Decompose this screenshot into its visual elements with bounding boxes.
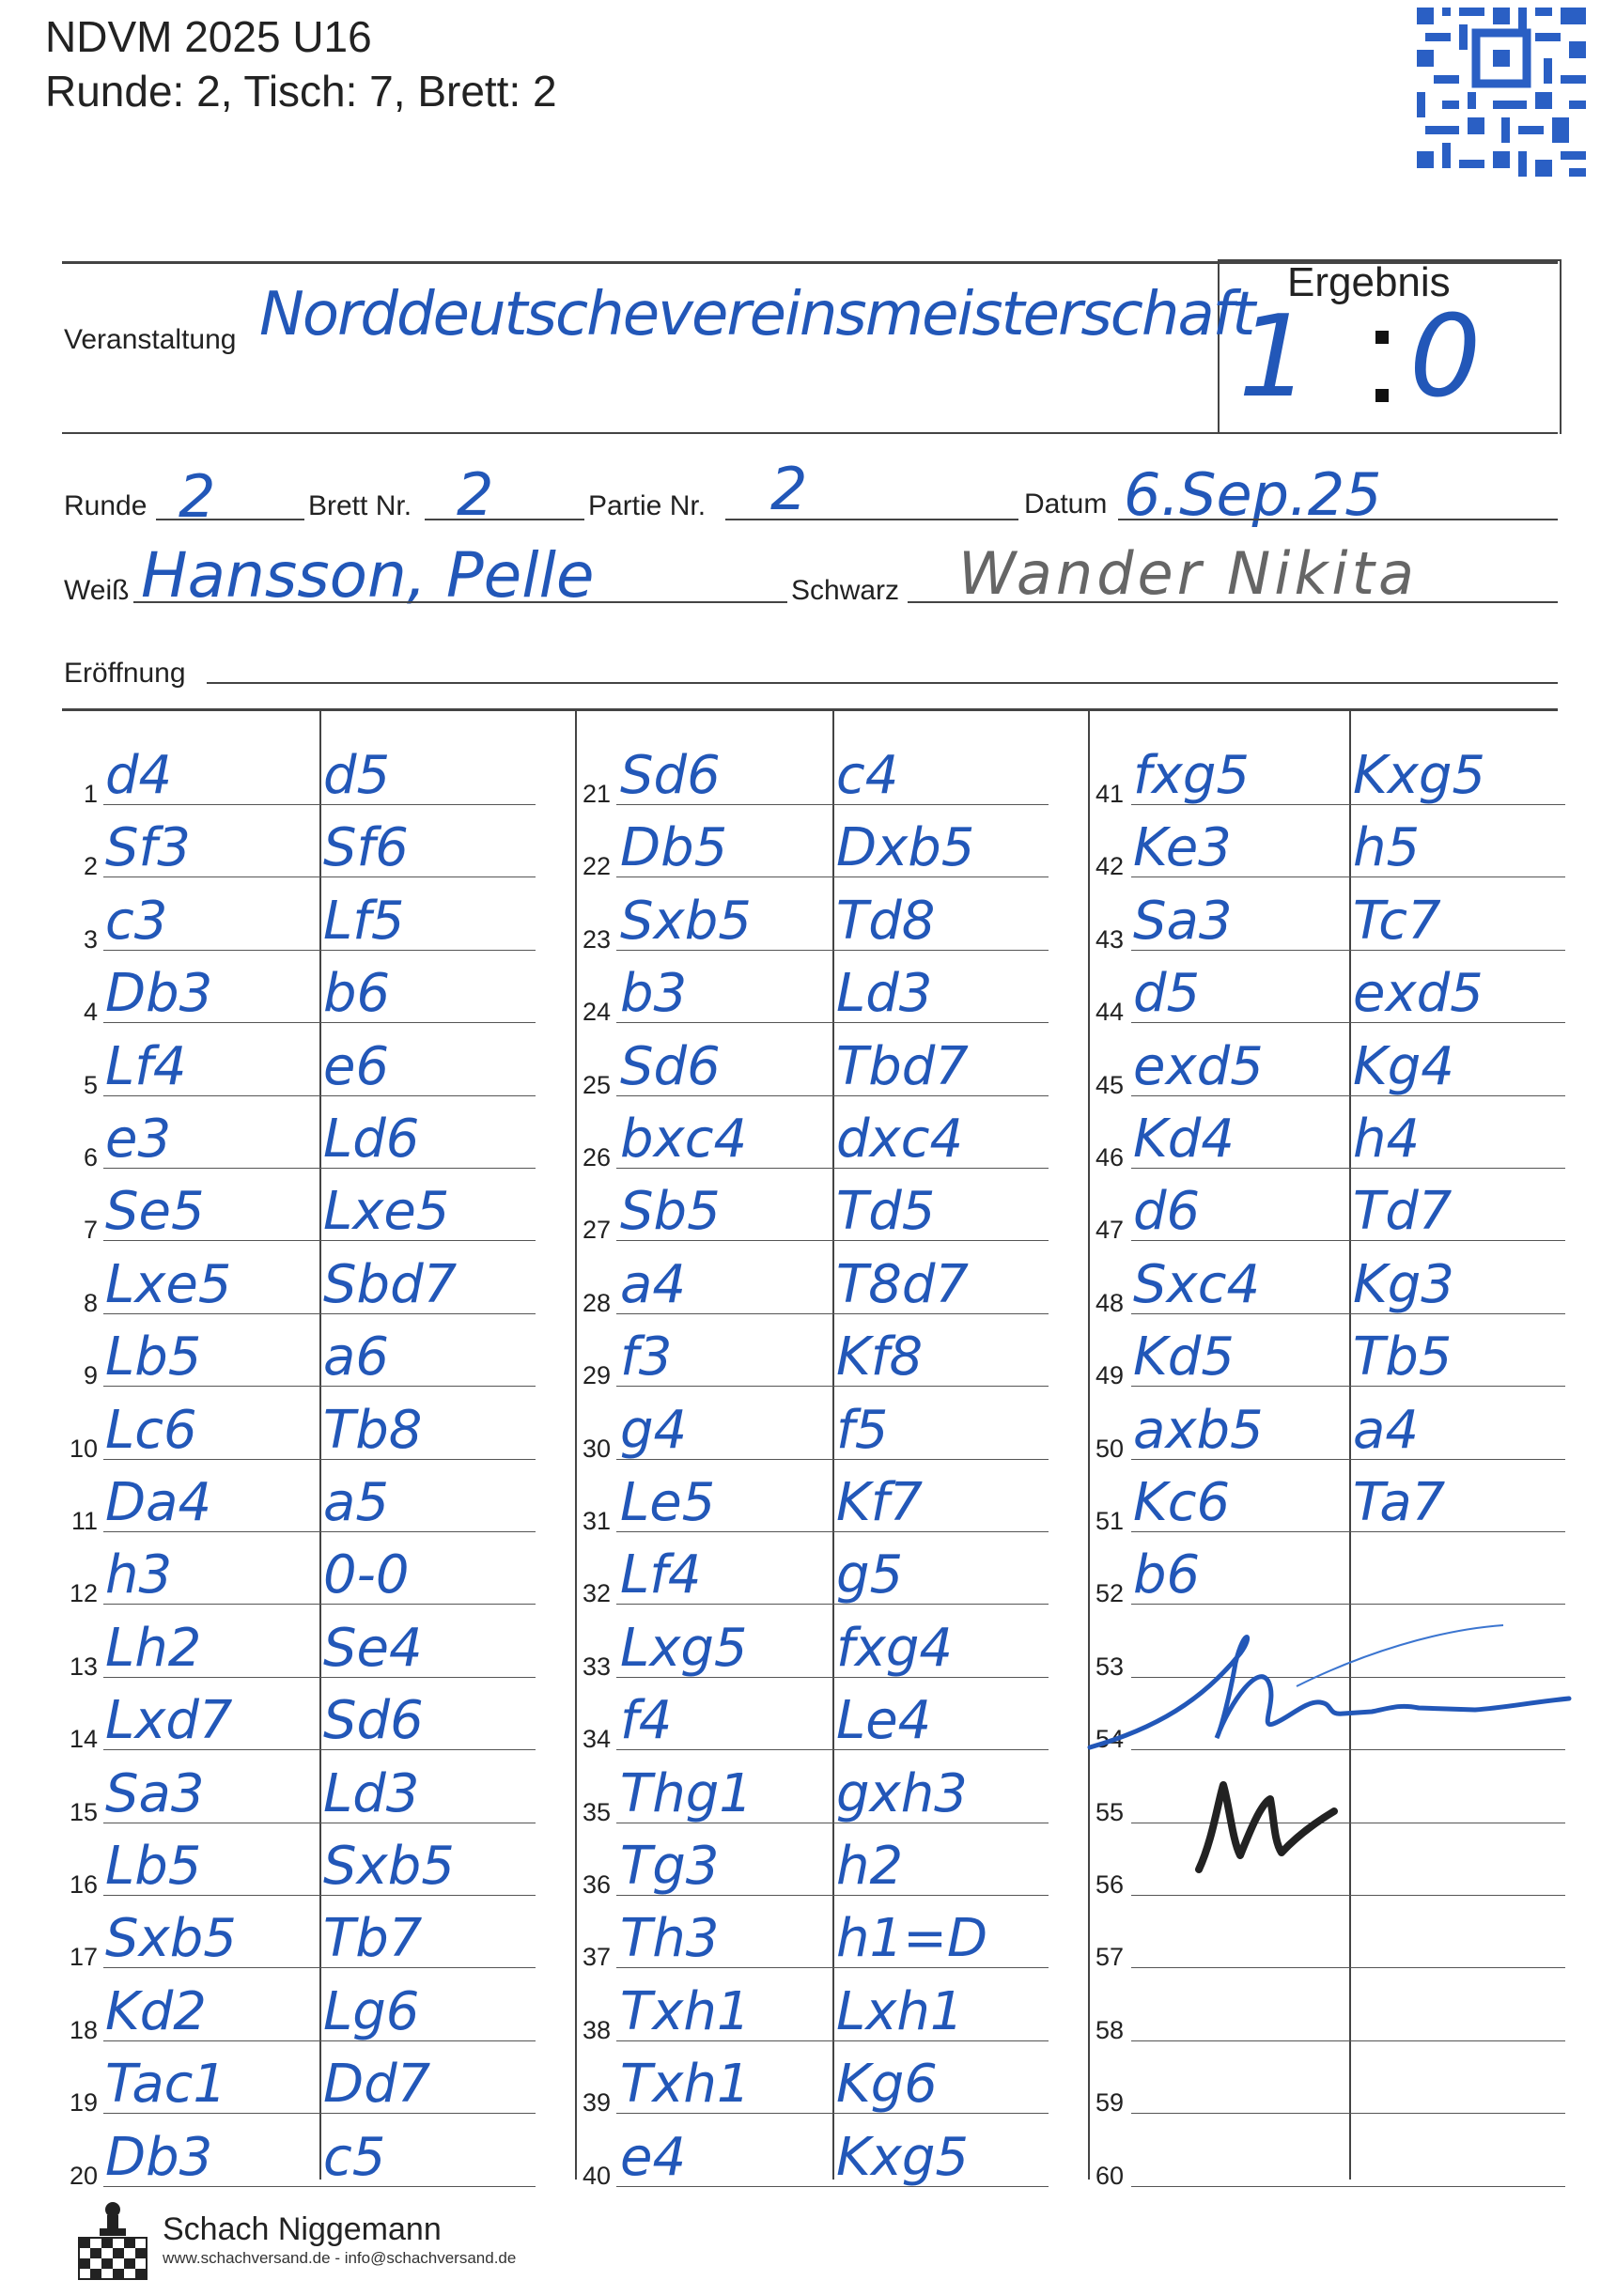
move-number: 26 — [582, 1143, 611, 1171]
black-move: d5 — [323, 745, 391, 806]
black-move: Lxe5 — [323, 1181, 450, 1243]
move-number: 57 — [1095, 1943, 1124, 1972]
partie-value: 2 — [770, 455, 808, 523]
weiss-rule — [133, 601, 787, 603]
black-move: Kxg5 — [1353, 745, 1486, 806]
move-number: 32 — [582, 1579, 611, 1608]
move-number: 7 — [83, 1216, 98, 1245]
white-move: b3 — [620, 963, 688, 1025]
move-number: 60 — [1095, 2161, 1124, 2190]
black-move: Tc7 — [1353, 890, 1441, 952]
veranstaltung-label: Veranstaltung — [64, 324, 237, 355]
black-move: fxg4 — [836, 1617, 954, 1679]
white-move: a4 — [620, 1253, 686, 1315]
white-move: Db5 — [620, 817, 728, 879]
white-move: Se5 — [105, 1181, 205, 1243]
black-move: Ld6 — [323, 1109, 420, 1170]
black-move: exd5 — [1353, 963, 1484, 1025]
white-move: Txh1 — [620, 1980, 751, 2042]
black-move: Td7 — [1353, 1181, 1453, 1243]
move-number: 44 — [1095, 998, 1124, 1027]
move-number: 50 — [1095, 1434, 1124, 1463]
black-move: c5 — [323, 2126, 386, 2188]
white-move: Le5 — [620, 1472, 716, 1533]
black-move: Ld3 — [323, 1762, 420, 1824]
move-number: 38 — [582, 2015, 611, 2044]
move-number: 36 — [582, 1870, 611, 1899]
move-number: 46 — [1095, 1143, 1124, 1171]
white-move: g4 — [620, 1399, 688, 1461]
black-move: Lg6 — [323, 1980, 420, 2042]
black-move: Dxb5 — [836, 817, 975, 879]
white-move: Sa3 — [105, 1762, 205, 1824]
move-row-rule — [616, 1749, 1049, 1750]
move-number: 41 — [1095, 780, 1124, 808]
black-move: h2 — [836, 1836, 904, 1897]
schwarz-value: Wander Nikita — [958, 539, 1418, 608]
schwarz-rule — [908, 601, 1558, 603]
move-number: 51 — [1095, 1507, 1124, 1535]
move-number: 27 — [582, 1216, 611, 1245]
white-move: Sd6 — [620, 745, 721, 806]
move-number: 24 — [582, 998, 611, 1027]
white-move: Sf3 — [105, 817, 191, 879]
move-number: 58 — [1095, 2015, 1124, 2044]
white-move: Sxb5 — [620, 890, 752, 952]
move-number: 31 — [582, 1507, 611, 1535]
move-row-rule — [103, 950, 536, 951]
eroeffnung-label: Eröffnung — [64, 658, 186, 689]
black-move: Sbd7 — [323, 1253, 458, 1315]
black-move: Tb5 — [1353, 1326, 1453, 1388]
chess-pieces-logo-icon — [73, 2198, 152, 2285]
move-number: 56 — [1095, 1870, 1124, 1899]
white-move: fxg5 — [1133, 745, 1251, 806]
black-move: Sf6 — [323, 817, 409, 879]
white-move: Kd2 — [105, 1980, 207, 2042]
eroeffnung-rule — [207, 682, 1558, 684]
black-move: Kg6 — [836, 2054, 938, 2116]
black-move: Lxh1 — [836, 1980, 964, 2042]
move-row-rule — [1131, 2113, 1565, 2114]
white-move: Sxb5 — [105, 1908, 237, 1970]
black-move: Sxb5 — [323, 1836, 455, 1897]
ergebnis-white-score: 1 — [1238, 292, 1311, 423]
move-row-rule — [1131, 2040, 1565, 2041]
white-move: Lc6 — [105, 1399, 197, 1461]
move-number: 9 — [83, 1361, 98, 1390]
qr-code-icon — [1417, 8, 1586, 177]
move-row-rule — [1131, 1967, 1565, 1968]
black-move: Sd6 — [323, 1690, 424, 1752]
move-number: 52 — [1095, 1579, 1124, 1608]
black-move: Kxg5 — [836, 2126, 970, 2188]
white-move: Sd6 — [620, 1035, 721, 1097]
datum-value: 6.Sep.25 — [1124, 460, 1382, 529]
white-move: Da4 — [105, 1472, 212, 1533]
footer-contact: www.schachversand.de - info@schachversand.de — [163, 2249, 517, 2267]
move-number: 8 — [83, 1288, 98, 1317]
veranstaltung-rule — [62, 432, 1558, 434]
move-number: 19 — [69, 2088, 98, 2118]
move-number: 53 — [1095, 1652, 1124, 1681]
move-number: 18 — [69, 2015, 98, 2044]
white-move: d6 — [1133, 1181, 1201, 1243]
black-move: gxh3 — [836, 1762, 968, 1824]
weiss-value: Hansson, Pelle — [141, 539, 595, 612]
white-move: Lxd7 — [105, 1690, 233, 1752]
brett-value: 2 — [457, 460, 494, 529]
move-row-rule — [1131, 1895, 1565, 1896]
white-move: exd5 — [1133, 1035, 1264, 1097]
col-divider-5 — [1349, 710, 1351, 2180]
runde-rule — [156, 519, 304, 520]
move-number: 5 — [83, 1070, 98, 1099]
white-move: bxc4 — [620, 1109, 748, 1170]
black-move: Dd7 — [323, 2054, 431, 2116]
move-number: 13 — [69, 1652, 98, 1681]
signature-black-icon — [1184, 1766, 1353, 1879]
black-move: b6 — [323, 963, 391, 1025]
move-number: 25 — [582, 1070, 611, 1099]
veranstaltung-value: Norddeutschevereinsmeisterschaft — [259, 280, 1254, 349]
move-number: 34 — [582, 1725, 611, 1754]
white-move: Lxe5 — [105, 1253, 232, 1315]
black-move: a5 — [323, 1472, 389, 1533]
black-move: Le4 — [836, 1690, 932, 1752]
move-number: 2 — [83, 852, 98, 881]
move-number: 39 — [582, 2088, 611, 2118]
col-divider-3 — [832, 710, 834, 2180]
move-number: 30 — [582, 1434, 611, 1463]
sheet-header — [45, 9, 557, 118]
move-number: 48 — [1095, 1288, 1124, 1317]
schwarz-label: Schwarz — [791, 575, 900, 606]
white-move: e4 — [620, 2126, 687, 2188]
move-number: 4 — [83, 998, 98, 1027]
move-number: 21 — [582, 780, 611, 808]
runde-value: 2 — [179, 462, 216, 531]
move-number: 54 — [1095, 1725, 1124, 1754]
white-move: Lh2 — [105, 1617, 202, 1679]
move-number: 11 — [70, 1507, 98, 1535]
white-move: Kd4 — [1133, 1109, 1235, 1170]
move-number: 29 — [582, 1361, 611, 1390]
brett-rule — [425, 519, 584, 520]
white-move: Db3 — [105, 963, 213, 1025]
white-move: Sa3 — [1133, 890, 1233, 952]
white-move: Kd5 — [1133, 1326, 1235, 1388]
black-move: dxc4 — [836, 1109, 964, 1170]
white-move: e3 — [105, 1109, 172, 1170]
white-move: Th3 — [620, 1908, 720, 1970]
move-number: 40 — [582, 2161, 611, 2190]
black-move: Td8 — [836, 890, 936, 952]
white-move: Thg1 — [620, 1762, 753, 1824]
move-number: 16 — [69, 1870, 98, 1899]
black-move: Lf5 — [323, 890, 405, 952]
datum-rule — [1118, 519, 1558, 520]
white-move: h3 — [105, 1544, 173, 1606]
white-move: Ke3 — [1133, 817, 1232, 879]
header-line-round: Runde: 2, Tisch: 7, Brett: 2 — [45, 67, 557, 116]
black-move: Tb7 — [323, 1908, 423, 1970]
move-number: 59 — [1095, 2088, 1124, 2118]
white-move: c3 — [105, 890, 168, 952]
datum-label: Datum — [1024, 489, 1108, 520]
move-number: 14 — [69, 1725, 98, 1754]
move-number: 45 — [1095, 1070, 1124, 1099]
partie-label: Partie Nr. — [588, 490, 707, 521]
ergebnis-label: Ergebnis — [1287, 259, 1451, 305]
black-move: h1=D — [836, 1908, 988, 1970]
black-move: h5 — [1353, 817, 1421, 879]
white-move: Txh1 — [620, 2054, 751, 2116]
white-move: f4 — [620, 1690, 673, 1752]
white-move: axb5 — [1133, 1399, 1264, 1461]
white-move: Tg3 — [620, 1836, 720, 1897]
move-number: 37 — [582, 1943, 611, 1972]
black-move: Tb8 — [323, 1399, 423, 1461]
white-move: Lf4 — [620, 1544, 702, 1606]
black-move: g5 — [836, 1544, 904, 1606]
move-number: 3 — [83, 924, 98, 954]
white-move: Db3 — [105, 2126, 213, 2188]
white-move: d5 — [1133, 963, 1201, 1025]
move-number: 20 — [69, 2161, 98, 2190]
black-move: f5 — [836, 1399, 889, 1461]
move-number: 55 — [1095, 1797, 1124, 1826]
white-move: Tac1 — [105, 2054, 227, 2116]
white-move: Kc6 — [1133, 1472, 1231, 1533]
black-move: Ta7 — [1353, 1472, 1446, 1533]
black-move: Kg4 — [1353, 1035, 1454, 1097]
move-number: 22 — [582, 852, 611, 881]
ergebnis-black-score: 0 — [1409, 292, 1482, 423]
ergebnis-colon-top — [1375, 331, 1389, 344]
white-move: f3 — [620, 1326, 673, 1388]
move-number: 35 — [582, 1797, 611, 1826]
move-number: 28 — [582, 1288, 611, 1317]
move-row-rule — [616, 1386, 1049, 1387]
black-move: h4 — [1353, 1109, 1421, 1170]
move-number: 49 — [1095, 1361, 1124, 1390]
black-move: Td5 — [836, 1181, 936, 1243]
black-move: T8d7 — [836, 1253, 970, 1315]
move-number: 43 — [1095, 924, 1124, 954]
black-move: a4 — [1353, 1399, 1419, 1461]
footer-brand: Schach Niggemann — [163, 2211, 442, 2247]
white-move: Lb5 — [105, 1836, 202, 1897]
move-row-rule — [1131, 2186, 1565, 2187]
partie-rule — [725, 519, 1018, 520]
header-line-event: NDVM 2025 U16 — [45, 12, 372, 61]
white-move: Lf4 — [105, 1035, 187, 1097]
black-move: Kf7 — [836, 1472, 924, 1533]
signature-white-icon — [1080, 1597, 1607, 1757]
white-move: d4 — [105, 745, 173, 806]
black-move: Kf8 — [836, 1326, 924, 1388]
brett-label: Brett Nr. — [308, 490, 412, 521]
move-number: 23 — [582, 924, 611, 954]
move-number: 17 — [69, 1943, 98, 1972]
black-move: a6 — [323, 1326, 389, 1388]
black-move: Kg3 — [1353, 1253, 1454, 1315]
white-move: Lb5 — [105, 1326, 202, 1388]
black-move: 0-0 — [323, 1544, 410, 1606]
move-number: 15 — [69, 1797, 98, 1826]
ergebnis-colon-bottom — [1375, 389, 1389, 402]
move-number: 42 — [1095, 852, 1124, 881]
white-move: Sxc4 — [1133, 1253, 1261, 1315]
col-divider-1 — [319, 710, 321, 2180]
white-move: Sb5 — [620, 1181, 721, 1243]
weiss-label: Weiß — [64, 575, 130, 606]
black-move: Ld3 — [836, 963, 933, 1025]
black-move: c4 — [836, 745, 899, 806]
runde-label: Runde — [64, 490, 148, 521]
move-number: 12 — [69, 1579, 98, 1608]
black-move: Se4 — [323, 1617, 423, 1679]
black-move: Tbd7 — [836, 1035, 969, 1097]
moves-top-rule — [62, 708, 1558, 711]
move-number: 33 — [582, 1652, 611, 1681]
move-number: 47 — [1095, 1216, 1124, 1245]
move-number: 10 — [69, 1434, 98, 1463]
white-move: b6 — [1133, 1544, 1201, 1606]
black-move: e6 — [323, 1035, 390, 1097]
move-number: 1 — [83, 780, 98, 808]
move-number: 6 — [83, 1143, 98, 1171]
white-move: Lxg5 — [620, 1617, 748, 1679]
